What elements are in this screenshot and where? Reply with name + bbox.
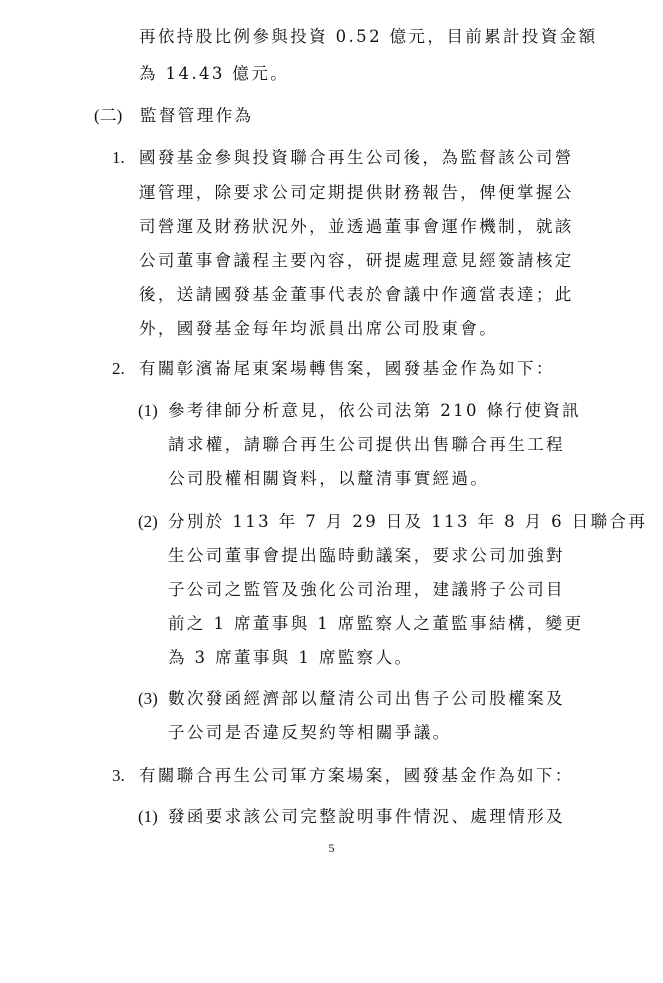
intro-line-2: 為 14.43 億元。 xyxy=(139,64,290,83)
item-2-sub-3-number: (3) xyxy=(138,689,158,708)
item-3-number: 3. xyxy=(112,766,125,785)
section-title: 監督管理作為 xyxy=(140,106,254,125)
item-2-sub-1-line-1: 參考律師分析意見，依公司法第 210 條行使資訊 xyxy=(168,401,582,420)
item-2-sub-2-number: (2) xyxy=(138,512,158,531)
item-3-line-1: 有關聯合再生公司軍方案場案，國發基金作為如下： xyxy=(139,766,574,785)
item-2-sub-2-line-1: 分別於 113 年 7 月 29 日及 113 年 8 月 6 日聯合再 xyxy=(168,512,648,531)
item-2-sub-2-line-5: 為 3 席董事與 1 席監察人。 xyxy=(168,648,414,667)
item-2-sub-3-line-2: 子公司是否違反契約等相關爭議。 xyxy=(168,723,452,742)
intro-line-1: 再依持股比例參與投資 0.52 億元，目前累計投資金額 xyxy=(139,27,598,46)
item-2-sub-1-line-2: 請求權，請聯合再生公司提供出售聯合再生工程 xyxy=(168,435,565,454)
item-3-sub-1-number: (1) xyxy=(138,807,158,826)
item-2-number: 2. xyxy=(112,359,125,378)
item-2-sub-2-line-3: 子公司之監管及強化公司治理，建議將子公司目 xyxy=(168,580,565,599)
item-2-line-1: 有關彰濱崙尾東案場轉售案，國發基金作為如下： xyxy=(139,359,555,378)
item-2-sub-1-line-3: 公司股權相關資料，以釐清事實經過。 xyxy=(168,469,490,488)
item-2-sub-2-line-2: 生公司董事會提出臨時動議案，要求公司加強對 xyxy=(168,546,565,565)
item-3-sub-1-line-1: 發函要求該公司完整說明事件情況、處理情形及 xyxy=(168,807,565,826)
item-1-line-6: 外，國發基金每年均派員出席公司股東會。 xyxy=(139,319,499,338)
item-1-line-4: 公司董事會議程主要內容，研提處理意見經簽請核定 xyxy=(139,251,574,270)
item-1-line-1: 國發基金參與投資聯合再生公司後，為監督該公司營 xyxy=(139,148,574,167)
page-number: 5 xyxy=(328,841,335,855)
item-1-number: 1. xyxy=(112,148,125,167)
item-1-line-5: 後，送請國發基金董事代表於會議中作適當表達；此 xyxy=(139,285,574,304)
item-2-sub-2-line-4: 前之 1 席董事與 1 席監察人之董監事結構，變更 xyxy=(168,614,584,633)
item-1-line-2: 運管理，除要求公司定期提供財務報告，俾便掌握公 xyxy=(139,183,574,202)
item-2-sub-3-line-1: 數次發函經濟部以釐清公司出售子公司股權案及 xyxy=(168,689,565,708)
item-2-sub-1-number: (1) xyxy=(138,401,158,420)
item-1-line-3: 司營運及財務狀況外，並透過董事會運作機制，就該 xyxy=(139,217,574,236)
section-number: (二) xyxy=(94,106,123,125)
